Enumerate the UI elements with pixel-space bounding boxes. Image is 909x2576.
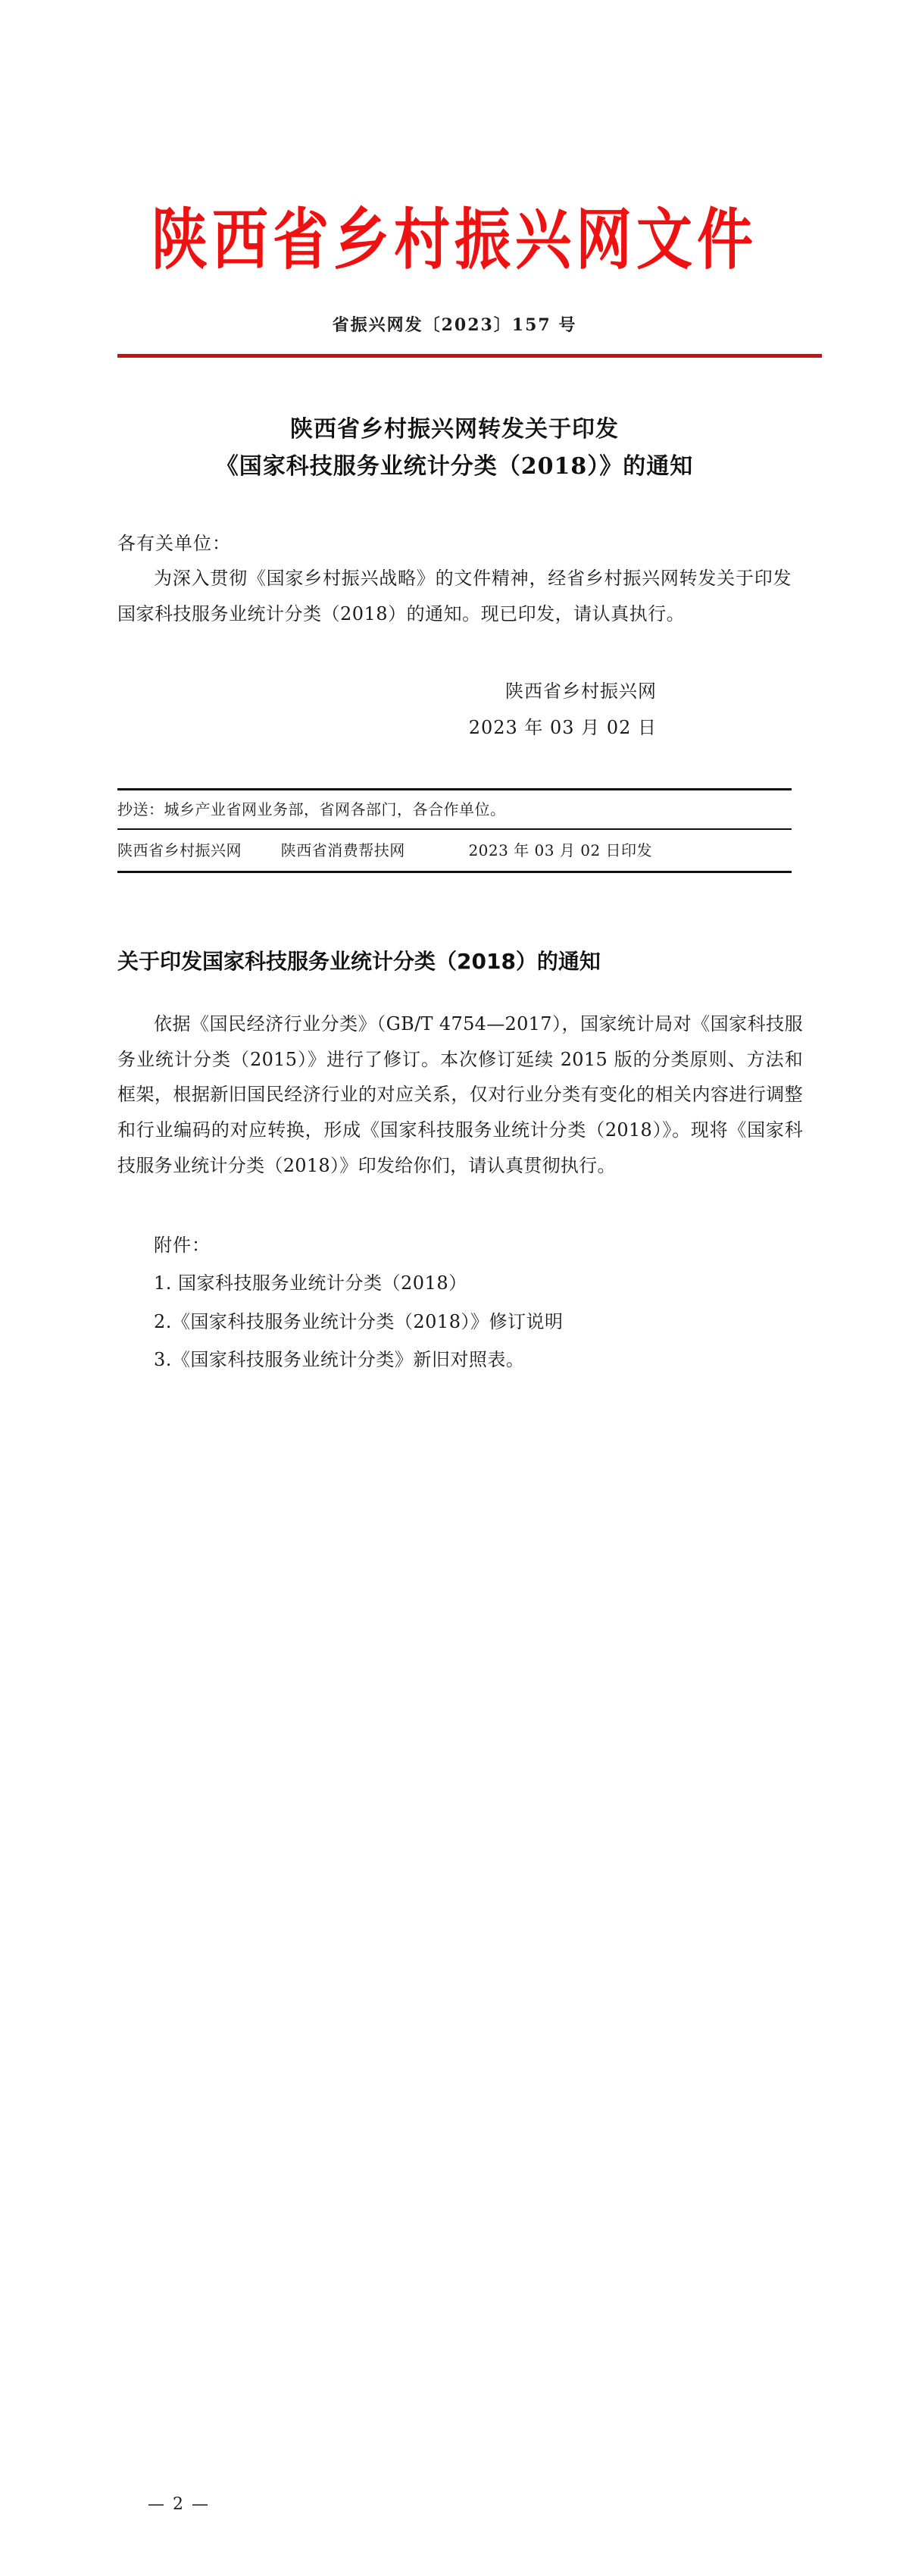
section-2-heading: 关于印发国家科技服务业统计分类（2018）的通知	[117, 948, 601, 974]
main-title-line-2: 《国家科技服务业统计分类（2018）》的通知	[215, 453, 694, 480]
section-2-paragraph: 依据《国民经济行业分类》（GB/T 4754—2017），国家统计局对《国家科技服务业统计分类（2015）》进行了修订。本次修订延续 2015 版的分类原则、方法和框架，根据新旧国民经济行业的对应关系，仅对行业分类有变化的相关内容进行调整和行业编码的对应转换，形成《国家科技服务业统计分类（2018）》。现将《国家科技服务业统计分类（2018）》印发给你们，请认真贯彻执行。	[117, 1013, 803, 1177]
imprint-org-1: 陕西省乡村振兴网	[117, 840, 242, 859]
footer-rule-bottom	[117, 871, 792, 873]
attachment-item: 1. 国家科技服务业统计分类（2018）	[154, 1272, 467, 1294]
signature-issuer: 陕西省乡村振兴网	[505, 680, 657, 702]
page-number: — 2 —	[148, 2495, 210, 2514]
imprint-org-2: 陕西省消费帮扶网	[280, 840, 405, 859]
signature-date: 2023 年 03 月 02 日	[468, 716, 657, 738]
section-2	[0, 946, 909, 1184]
attachments-label: 附件：	[154, 1234, 211, 1256]
masthead-title: 陕西省乡村振兴网文件	[152, 202, 758, 279]
body-paragraph: 为深入贯彻《国家乡村振兴战略》的文件精神，经省乡村振兴网转发关于印发国家科技服务业统计分类（2018）的通知。现已印发，请认真执行。	[117, 568, 792, 625]
cc-line: 抄送：城乡产业省网业务部，省网各部门，各合作单位。	[117, 800, 506, 818]
signature-block	[117, 673, 792, 746]
salutation: 各有关单位：	[117, 532, 231, 554]
attachment-item: 2.《国家科技服务业统计分类（2018）》修订说明	[154, 1310, 564, 1332]
imprint-date: 2023 年 03 月 02 日印发	[468, 840, 653, 859]
attachment-item: 3.《国家科技服务业统计分类》新旧对照表。	[154, 1349, 525, 1371]
document-number: 省振兴网发〔2023〕157 号	[332, 315, 577, 335]
main-title-line-1: 陕西省乡村振兴网转发关于印发	[290, 415, 619, 443]
masthead	[0, 202, 909, 279]
footer-block	[117, 788, 792, 873]
main-title	[0, 411, 909, 486]
document-page	[0, 202, 909, 2576]
red-separator-rule	[117, 354, 822, 358]
attachments-block	[0, 1226, 909, 1379]
body-block	[0, 527, 909, 746]
imprint-line	[117, 830, 792, 871]
